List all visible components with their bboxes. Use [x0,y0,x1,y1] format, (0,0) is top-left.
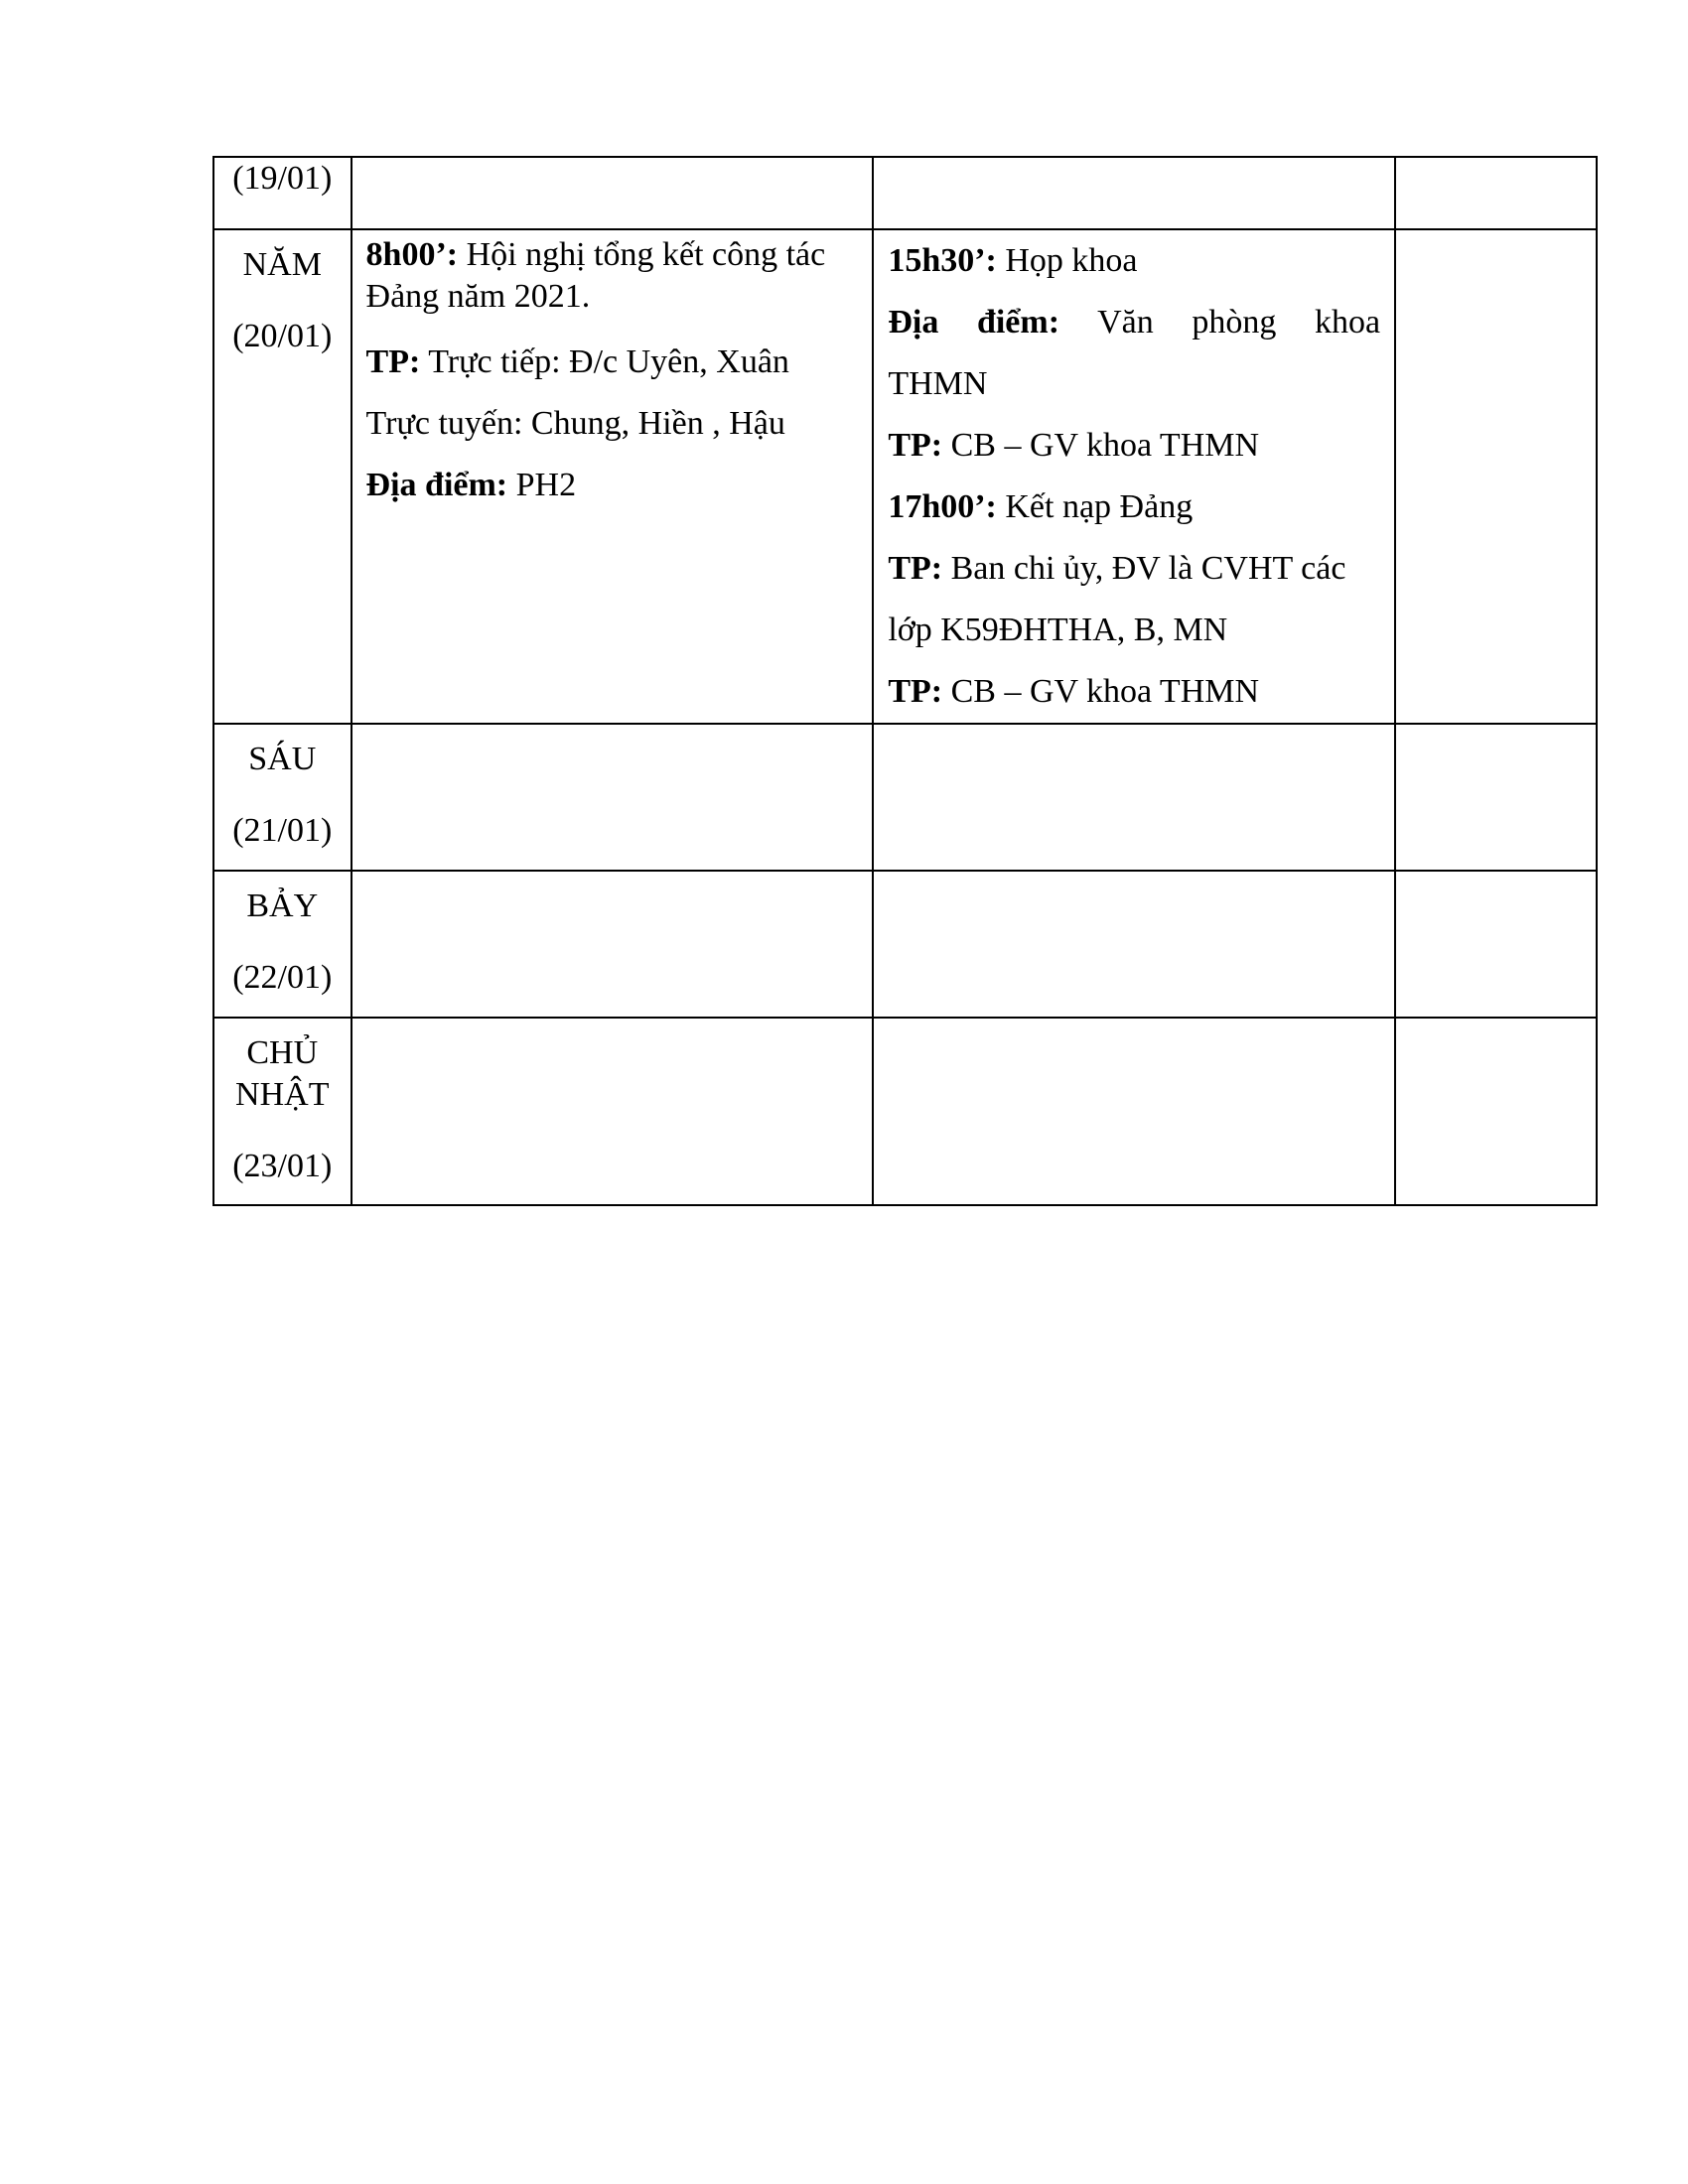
morning-cell [352,229,874,724]
note-cell [1395,229,1597,724]
event-time: 15h30’: [888,242,997,279]
day-cell [213,229,352,724]
day-name-line: NHẬT [235,1076,330,1113]
weekly-schedule-table [212,156,1598,1206]
day-cell [213,871,352,1018]
event-text: lớp K59ĐHTHA, B, MN [888,612,1228,648]
note-cell [1395,157,1597,229]
event-line [888,353,1380,415]
morning-cell [352,157,874,229]
table-row [213,157,1597,229]
event-text: Họp khoa [996,242,1138,279]
day-date: (21/01) [232,812,333,849]
note-cell [1395,1018,1597,1205]
event-time: 8h00’: [365,236,459,273]
event-line [888,538,1380,600]
event-line [888,661,1380,723]
event-text: PH2 [507,467,577,503]
day-cell [213,724,352,871]
day-cell [213,157,352,229]
morning-cell [352,871,874,1018]
event-label: TP: [365,343,421,380]
day-name-line: CHỦ [246,1034,319,1071]
event-line [888,415,1380,477]
table-row [213,871,1597,1018]
event-line [366,455,859,516]
day-date: (20/01) [232,318,333,354]
note-cell [1395,871,1597,1018]
event-text: Văn phòng khoa [1059,304,1381,341]
table-row [213,229,1597,724]
day-date: (19/01) [232,160,333,197]
day-date: (22/01) [232,959,333,996]
event-label: TP: [888,427,943,464]
event-line [888,230,1380,292]
afternoon-cell [873,157,1395,229]
event-line [366,332,859,393]
day-date: (23/01) [232,1148,333,1184]
event-text: Trực tiếp: Đ/c Uyên, Xuân [420,343,789,380]
event-text: CB – GV khoa THMN [942,427,1260,464]
afternoon-cell [873,724,1395,871]
event-text: Ban chi ủy, ĐV là CVHT các [942,550,1346,587]
event-text: THMN [888,365,988,402]
event-text: CB – GV khoa THMN [942,673,1260,710]
event-line [888,292,1380,353]
event-text: Hội nghị tổng kết công tác Đảng năm 2021. [365,236,826,315]
afternoon-cell [873,1018,1395,1205]
event-label: TP: [888,550,943,587]
note-cell [1395,724,1597,871]
day-name [218,1019,347,1116]
morning-cell [352,1018,874,1205]
event-line [888,600,1380,661]
afternoon-cell [873,229,1395,724]
event-text: Trực tuyến: Chung, Hiền , Hậu [365,405,785,442]
event-label: Địa điểm: [365,467,508,503]
event-line [366,393,859,455]
day-cell [213,1018,352,1205]
day-name: SÁU [248,741,317,777]
event-label: Địa điểm: [888,304,1060,341]
event-label: TP: [888,673,943,710]
event-line [366,230,859,332]
event-line [888,477,1380,538]
event-text: Kết nạp Đảng [996,488,1194,525]
table-row [213,724,1597,871]
day-name: NĂM [242,246,322,283]
afternoon-cell [873,871,1395,1018]
day-name: BẢY [246,887,319,924]
morning-cell [352,724,874,871]
event-time: 17h00’: [888,488,997,525]
table-row [213,1018,1597,1205]
